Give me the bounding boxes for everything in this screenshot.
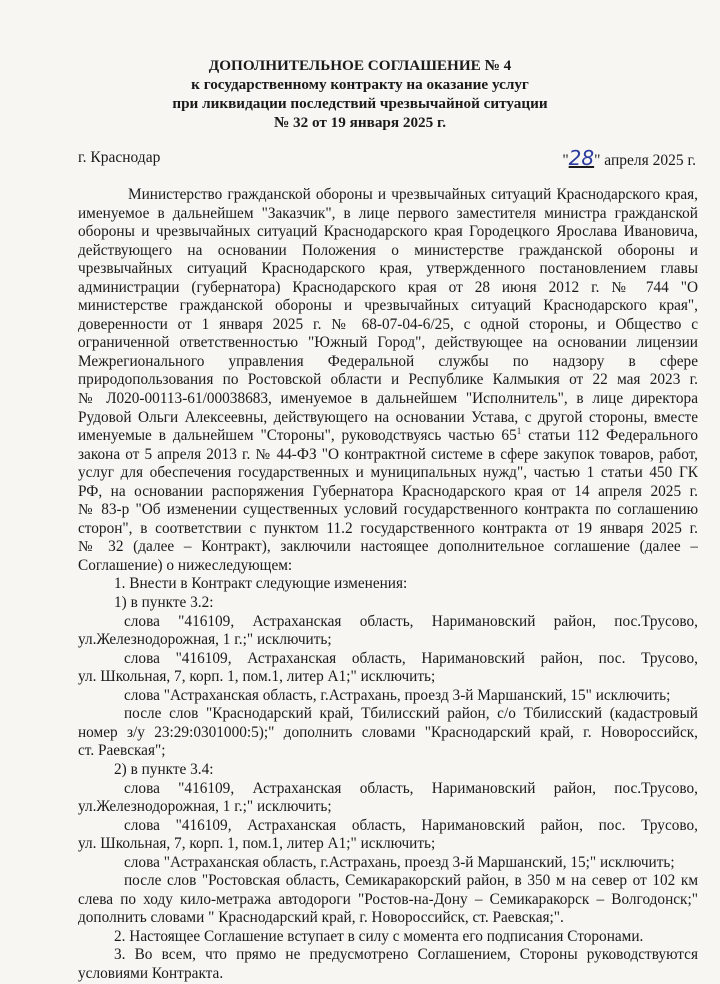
sub-item: 2) в пункте 3.4: — [114, 760, 214, 778]
text-line: сторон", в соответствии с пунктом 11.2 государственного контракта от 19 января 2025 г. — [78, 519, 698, 537]
text-line: природопользования по Ростовской области и Республике Калмыкия от 22 мая 2023 г. — [78, 371, 698, 389]
text-line: именуемые в дальнейшем "Стороны", руководствуясь частью $65^1$ статьи 112 Федерального — [78, 427, 698, 445]
text-line: администрации (губернатора) Краснодарского края от 28 июня 2012 г. № 744 "О — [78, 278, 698, 296]
text-line: слова "416109, Астраханская область, Наримановский район, пос.Трусово, — [124, 779, 698, 797]
text-line: Соглашение) о нижеследующем: — [78, 556, 293, 574]
list-item: 3. Во всем, что прямо не предусмотрено Соглашением, Стороны руководствуются — [114, 946, 698, 964]
list-item: 1. Внести в Контракт следующие изменения: — [114, 575, 408, 593]
text-line: ул.Железнодорожная, 1 г.;" исключить; — [78, 798, 332, 816]
text-line: действующего на основании Положения о министерстве гражданской обороны и — [78, 241, 698, 259]
text-line: доверенности от 1 января 2025 г. № 68-07-04-6/25, с одной стороны, и Общество с — [78, 315, 698, 333]
text-line: после слов "Краснодарский край, Тбилисский район, с/о Тбилисский (кадастровый — [124, 705, 698, 723]
handwritten-day: 28 — [568, 146, 595, 170]
text-line: ограниченной ответственностью "Южный Город", действующее на основании лицензии — [78, 334, 698, 352]
text-line: условиями Контракта. — [78, 964, 224, 982]
text-line: ул.Железнодорожная, 1 г.;" исключить; — [78, 631, 332, 649]
text-line: № Л020-00113-61/00038683, именуемое в дальнейшем "Исполнитель", в лице директора — [78, 390, 698, 408]
text-line: Рудовой Ольги Алексеевны, действующего на основании Устава, с другой стороны, вместе — [78, 408, 698, 426]
city: г. Краснодар — [78, 149, 161, 166]
text-line: РФ, на основании распоряжения Губернатора Краснодарского края от 14 апреля 2025 г. — [78, 482, 698, 500]
text-line: ул. Школьная, 7, корп. 1, пом.1, литер А1;" исключить; — [78, 835, 436, 853]
text-line: чрезвычайных ситуаций Краснодарского края, утвержденного постановлением главы — [78, 260, 698, 278]
header-contract-ref: № 32 от 19 января 2025 г. — [273, 114, 447, 131]
text-line: слева по ходу кило-метража автодороги "Ростов-на-Дону – Семикаракорск – Волгодонск;" — [78, 890, 698, 908]
text-line: № 32 (далее – Контракт), заключили настоящее дополнительное соглашение (далее – — [78, 538, 698, 556]
text-line: слова "416109, Астраханская область, Наримановский район, пос. Трусово, — [124, 649, 698, 667]
text-line: именуемое в дальнейшем "Заказчик", в лице первого заместителя министра гражданской — [78, 204, 698, 222]
document-header — [0, 56, 720, 132]
header-subtitle-2: при ликвидации последствий чрезвычайной ситуации — [172, 95, 548, 112]
text-line: Министерство гражданской обороны и чрезвычайных ситуаций Краснодарского края, — [128, 186, 698, 203]
text-line: после слов "Ростовская область, Семикаракорский район, в 350 м на север от 102 км — [124, 872, 698, 890]
text-line: закона от 5 апреля 2013 г. № 44-ФЗ "О контрактной системе в сфере закупок товаров, работ, — [78, 445, 698, 463]
date: "28" апреля 2025 г. — [562, 146, 696, 170]
text-line: ст. Раевская"; — [78, 742, 166, 760]
document-body — [78, 186, 698, 984]
text-line: министерстве гражданской обороны и чрезвычайных ситуаций Краснодарского края", — [78, 297, 698, 315]
text-line: слова "Астраханская область, г.Астрахань, проезд 3-й Маршанский, 15;" исключить; — [124, 853, 675, 871]
text-line: ул. Школьная, 7, корп. 1, пом.1, литер А1;" исключить; — [78, 668, 436, 686]
text-line: услуг для обеспечения государственных и муниципальных нужд", частью 1 статьи 450 ГК — [78, 464, 698, 482]
text-line: Межрегионального управления Федеральной службы по надзору в сфере — [78, 352, 698, 370]
sub-item: 1) в пункте 3.2: — [114, 594, 214, 612]
text-line: номер з/у 23:29:0301000:5);" дополнить словами "Краснодарский край, г. Новороссийск, — [78, 723, 698, 741]
document-title: ДОПОЛНИТЕЛЬНОЕ СОГЛАШЕНИЕ № 4 — [208, 57, 512, 74]
text-line: слова "416109, Астраханская область, Наримановский район, пос. Трусово, — [124, 816, 698, 834]
text-line: № 83-р "Об изменении существенных условий государственного контракта по соглашению — [78, 501, 698, 519]
text-line: слова "Астраханская область, г.Астрахань, проезд 3-й Маршанский, 15" исключить; — [124, 686, 671, 704]
list-item: 2. Настоящее Соглашение вступает в силу с момента его подписания Сторонами. — [114, 927, 644, 945]
text-line: дополнить словами " Краснодарский край, г. Новороссийск, ст. Раевская;". — [78, 909, 564, 927]
text-line: обороны и чрезвычайных ситуаций Краснодарского края Городецкого Ярослава Ивановича, — [78, 223, 698, 241]
header-subtitle-1: к государственному контракту на оказание услуг — [191, 76, 529, 93]
text-line: слова "416109, Астраханская область, Наримановский район, пос.Трусово, — [124, 612, 698, 630]
